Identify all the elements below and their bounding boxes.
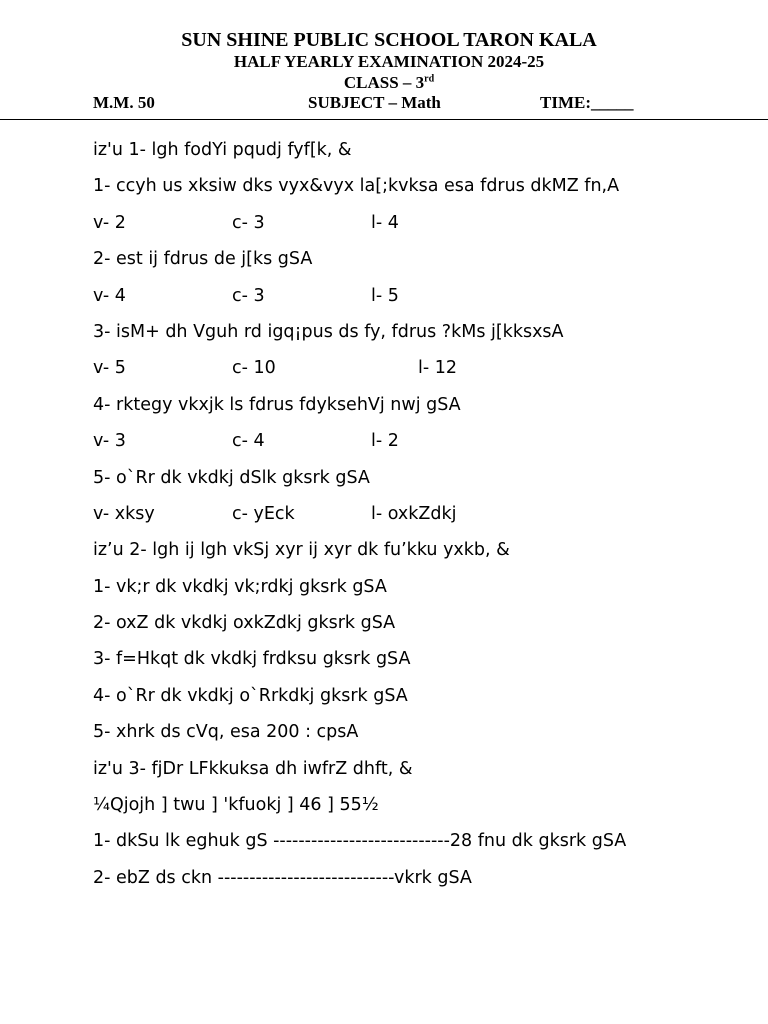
q1-item-2: 2- est ij fdrus de j[ks gSA bbox=[93, 249, 313, 270]
option-b: c- 3 bbox=[232, 212, 265, 233]
q1-item-3: 3- isM+ dh Vguh rd igq¡pus ds fy, fdrus ?kMs j[kksxsA bbox=[93, 321, 564, 342]
option-a: v- 5 bbox=[93, 358, 126, 379]
option-a: v- 4 bbox=[93, 285, 126, 306]
q3-item-2: 2- ebZ ds ckn ----------------------------vkrk gSA bbox=[93, 867, 472, 888]
option-b: c- yEck bbox=[232, 503, 295, 524]
exam-header bbox=[0, 28, 768, 94]
option-c: l- 5 bbox=[371, 285, 399, 306]
question-paper-body bbox=[93, 138, 693, 902]
q2-item-2: 2- oxZ dk vkdkj oxkZdkj gksrk gSA bbox=[93, 613, 396, 634]
time-field: TIME:_____ bbox=[540, 93, 634, 112]
option-b: c- 4 bbox=[232, 431, 265, 452]
exam-meta-row bbox=[0, 93, 768, 115]
q3-heading: iz'u 3- fjDr LFkkuksa dh iwfrZ dhft, & bbox=[93, 758, 413, 779]
q2-item-1: 1- vk;r dk vkdkj vk;rdkj gksrk gSA bbox=[93, 576, 387, 597]
option-b: c- 10 bbox=[232, 358, 276, 379]
q1-item-4-options bbox=[93, 429, 693, 453]
option-c: l- 12 bbox=[418, 358, 458, 379]
class-line bbox=[10, 72, 768, 94]
q1-heading: iz'u 1- lgh fodYi pqudj fyf[k, & bbox=[93, 140, 352, 160]
option-c: l- 4 bbox=[371, 212, 399, 233]
class-superscript: rd bbox=[424, 73, 435, 85]
q1-item-1-options bbox=[93, 211, 693, 235]
max-marks: M.M. 50 bbox=[93, 93, 155, 112]
q1-item-3-options bbox=[93, 356, 693, 380]
q2-heading: iz’u 2- lgh ij lgh vkSj xyr ij xyr dk fu’kku yxkb, & bbox=[93, 540, 510, 561]
q2-item-4: 4- o`Rr dk vkdkj o`Rrkdkj gksrk gSA bbox=[93, 685, 408, 706]
option-c: l- 2 bbox=[371, 431, 399, 452]
q1-item-5: 5- o`Rr dk vkdkj dSlk gksrk gSA bbox=[93, 467, 370, 488]
q3-item-1: 1- dkSu lk eghuk gS ----------------------------28 fnu dk gksrk gSA bbox=[93, 831, 627, 852]
option-c: l- oxkZdkj bbox=[371, 503, 457, 524]
q1-item-1: 1- ccyh us xksiw dks vyx&vyx la[;kvksa esa fdrus dkMZ fn,A bbox=[93, 176, 620, 197]
school-name: SUN SHINE PUBLIC SCHOOL TARON KALA bbox=[181, 29, 597, 51]
q3-word-bank: ¼Qjojh ] twu ] 'kfuokj ] 46 ] 55½ bbox=[93, 795, 379, 816]
option-a: v- xksy bbox=[93, 503, 155, 524]
q2-item-3: 3- f=Hkqt dk vkdkj frdksu gksrk gSA bbox=[93, 649, 411, 670]
q1-item-5-options bbox=[93, 502, 693, 526]
subject: SUBJECT – Math bbox=[308, 93, 441, 112]
q2-item-5: 5- xhrk ds cVq, esa 200 : cpsA bbox=[93, 722, 359, 743]
class-text: CLASS – 3 bbox=[343, 73, 425, 92]
header-divider bbox=[0, 119, 768, 120]
q1-item-4: 4- rktegy vkxjk ls fdrus fdyksehVj nwj gSA bbox=[93, 394, 461, 415]
exam-name: HALF YEARLY EXAMINATION 2024-25 bbox=[233, 52, 545, 71]
option-b: c- 3 bbox=[232, 285, 265, 306]
option-a: v- 3 bbox=[93, 431, 126, 452]
q1-item-2-options bbox=[93, 284, 693, 308]
option-a: v- 2 bbox=[93, 212, 126, 233]
